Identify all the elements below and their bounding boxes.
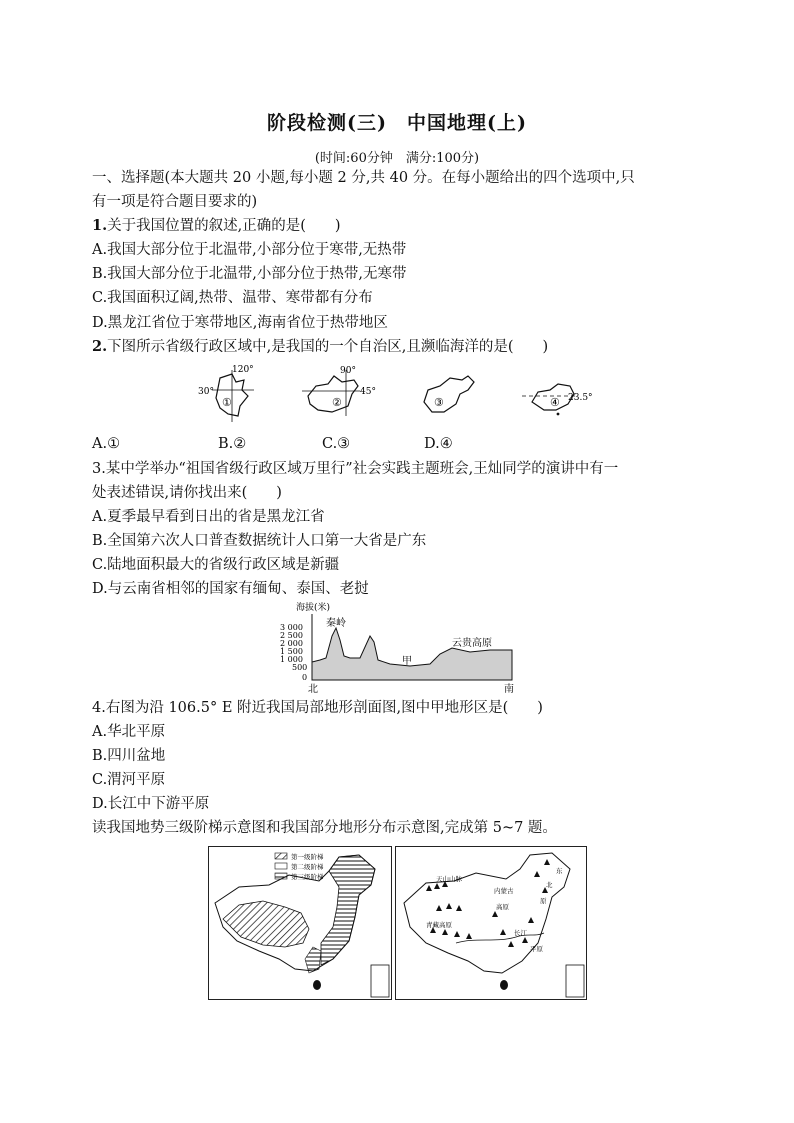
- landform-distribution-map: [395, 846, 587, 1000]
- terrain-profile-figure: [280, 600, 520, 696]
- legend-swatch-third-step: [275, 873, 287, 879]
- legend-first-step: 第一级阶梯: [291, 853, 324, 861]
- question-4-option-b: B.四川盆地: [92, 748, 166, 764]
- profile-tick-0: 0: [302, 673, 308, 682]
- profile-direction-south: 南: [504, 684, 514, 695]
- question-2-option-d: D.④: [424, 436, 453, 452]
- profile-tick-3000: 3 000: [280, 623, 303, 632]
- profile-tick-2000: 2 000: [280, 639, 303, 648]
- legend-second-step: 第二级阶梯: [291, 863, 324, 871]
- question-4-stem: 4.右图为沿 106.5° E 附近我国局部地形剖面图,图中甲地形区是( ): [92, 700, 543, 716]
- section-instruction-line1: 一、选择题(本大题共 20 小题,每小题 2 分,共 40 分。在每小题给出的四个选项中,只: [92, 170, 635, 186]
- question-1-option-b: B.我国大部分位于北温带,小部分位于热带,无寒带: [92, 266, 407, 282]
- province-2-longitude: 90°: [340, 366, 356, 376]
- map-label-tianshan: 天山山脉: [436, 875, 462, 883]
- province-3-outline: [424, 376, 474, 412]
- exam-time-score: (时间:60分钟 满分:100分): [314, 151, 480, 166]
- question-2-stem: [92, 337, 548, 357]
- map-label-plain: 平原: [530, 945, 543, 953]
- question-3-option-b: B.全国第六次人口普查数据统计人口第一大省是广东: [92, 533, 427, 549]
- question-4-option-a: A.华北平原: [92, 724, 166, 740]
- province-1-latitude: 30°: [198, 387, 214, 397]
- profile-tick-500: 500: [292, 663, 308, 672]
- map-label-yuan: 原: [540, 897, 547, 905]
- legend-third-step: 第三级阶梯: [291, 873, 324, 881]
- question-1-option-d: D.黑龙江省位于寒带地区,海南省位于热带地区: [92, 315, 388, 331]
- profile-direction-north: 北: [308, 684, 318, 695]
- question-2-option-a: A.①: [92, 436, 121, 452]
- map-label-inner-mongolia: 内蒙古: [494, 887, 514, 895]
- province-figure-2: [302, 364, 382, 424]
- terrain-steps-map: [208, 846, 392, 1000]
- profile-tick-2500: 2 500: [280, 631, 303, 640]
- province-3-label: ③: [434, 396, 444, 409]
- south-sea-inset-2: [566, 965, 584, 997]
- legend-swatch-first-step: [275, 853, 287, 859]
- profile-label-yungui: 云贵高原: [452, 638, 492, 649]
- question-4-option-d: D.长江中下游平原: [92, 796, 210, 812]
- question-1-text: 关于我国位置的叙述,正确的是( ): [107, 218, 341, 234]
- question-2-number: 2.: [92, 338, 108, 355]
- profile-tick-1000: 1 000: [280, 655, 303, 664]
- china-landform-outline: [404, 853, 570, 973]
- province-4-latitude: 23.5°: [568, 393, 593, 403]
- question-1-number: 1.: [92, 217, 108, 234]
- question-3-stem-line1: 3.某中学举办“祖国省级行政区域万里行”社会实践主题班会,王灿同学的演讲中有一: [92, 461, 619, 477]
- profile-tick-1500: 1 500: [280, 647, 303, 656]
- terrain-profile-surface: [312, 628, 512, 680]
- question-4-option-c: C.渭河平原: [92, 772, 166, 788]
- question-2-option-b: B.②: [218, 436, 247, 452]
- question-3-option-a: A.夏季最早看到日出的省是黑龙江省: [92, 509, 325, 525]
- profile-label-jia: 甲: [402, 656, 412, 667]
- province-figure-4: [520, 364, 598, 424]
- legend-swatch-second-step: [275, 863, 287, 869]
- question-1-stem: [92, 216, 341, 236]
- map-label-bei: 北: [546, 881, 553, 889]
- map-label-qinghai-tibet: 青藏高原: [426, 921, 452, 929]
- province-2-label: ②: [332, 396, 342, 409]
- page-title: 阶段检测(三) 中国地理(上): [267, 112, 527, 134]
- question-2-text: 下图所示省级行政区域中,是我国的一个自治区,且濒临海洋的是( ): [107, 339, 549, 355]
- question-1-option-a: A.我国大部分位于北温带,小部分位于寒带,无热带: [92, 242, 407, 258]
- map-label-plateau: 高原: [496, 903, 509, 911]
- province-1-label: ①: [222, 396, 232, 409]
- south-sea-inset: [371, 965, 389, 997]
- section-instruction-line2: 有一项是符合题目要求的): [92, 194, 258, 210]
- province-2-latitude: 45°: [360, 387, 376, 397]
- question-1-option-c: C.我国面积辽阔,热带、温带、寒带都有分布: [92, 290, 373, 306]
- province-figure-3: [416, 364, 486, 424]
- questions-5-7-intro: 读我国地势三级阶梯示意图和我国部分地形分布示意图,完成第 5~7 题。: [92, 820, 557, 836]
- profile-label-qinling: 秦岭: [326, 618, 346, 629]
- map-label-changjiang: 长江: [514, 929, 527, 937]
- question-3-option-c: C.陆地面积最大的省级行政区域是新疆: [92, 557, 340, 573]
- question-3-stem-line2: 处表述错误,请你找出来( ): [92, 485, 282, 501]
- question-3-option-d: D.与云南省相邻的国家有缅甸、泰国、老挝: [92, 581, 369, 597]
- question-2-option-c: C.③: [322, 436, 351, 452]
- map-label-dong: 东: [556, 867, 563, 875]
- province-4-label: ④: [550, 396, 560, 409]
- province-figure-1: [198, 364, 268, 424]
- profile-y-axis-label: 海拔(米): [296, 603, 331, 613]
- province-1-longitude: 120°: [232, 365, 254, 375]
